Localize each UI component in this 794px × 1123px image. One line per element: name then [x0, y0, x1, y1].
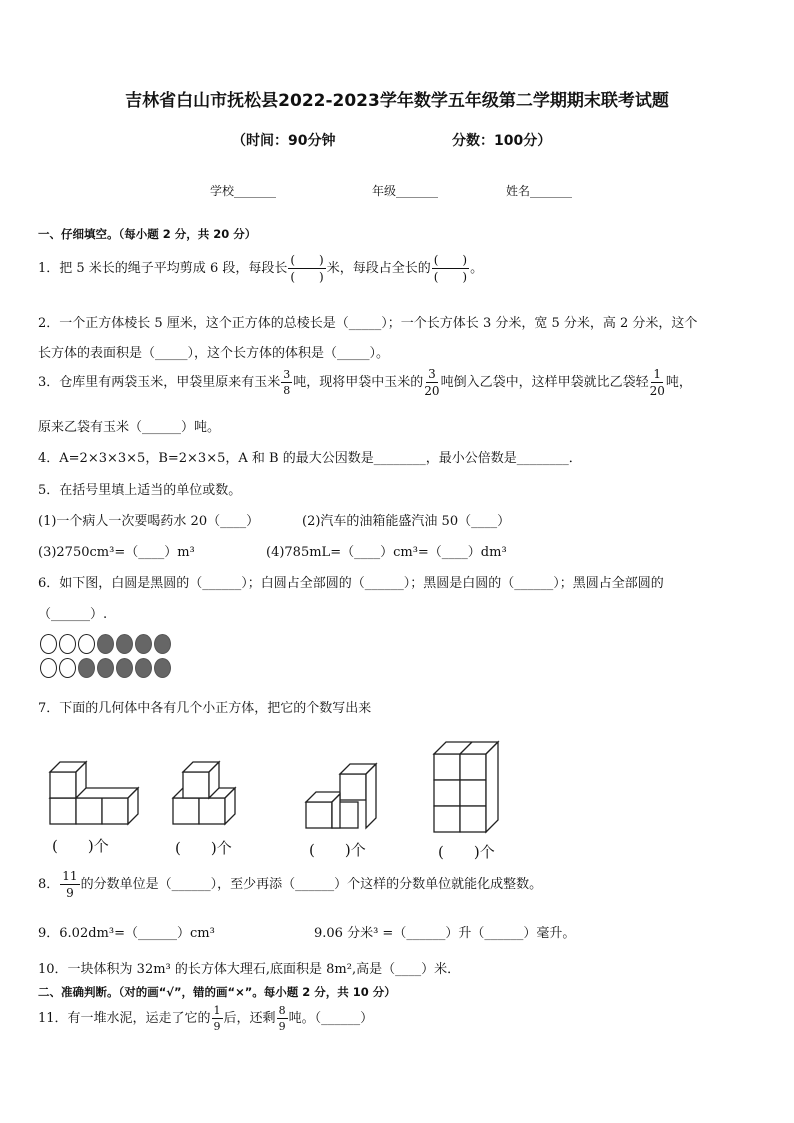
q3-text-c: 吨倒入乙袋中，这样甲袋就比乙袋轻: [440, 375, 649, 390]
page-title: 吉林省白山市抚松县2022-2023学年数学五年级第二学期期末联考试题: [125, 91, 669, 111]
cube-shape-3: [306, 764, 376, 828]
white-circle: [40, 634, 57, 654]
q11-text-c: 吨。（______）: [288, 1011, 374, 1026]
cube-figures: [40, 730, 760, 840]
question-8: [38, 870, 542, 899]
circles-row-2: [40, 658, 173, 682]
section-1-heading: 一、仔细填空。（每小题 2 分，共 20 分）: [38, 227, 257, 241]
q7-answer-3[interactable]: ( )个: [309, 841, 366, 859]
question-2-line-2: 长方体的表面积是（_____），这个长方体的体积是（_____）。: [38, 346, 390, 361]
question-5-part-1: (1)一个病人一次要喝药水 20（____）: [38, 514, 260, 529]
question-11: [38, 1005, 373, 1032]
q1-text-b: 米，每段占全长的: [326, 261, 431, 276]
exam-score: 分数：100分）: [452, 133, 552, 149]
white-circle: [59, 658, 76, 678]
grade-field[interactable]: 年级_______: [372, 184, 439, 198]
school-field[interactable]: 学校_______: [210, 184, 277, 198]
black-circle: [78, 658, 95, 678]
black-circle: [135, 634, 152, 654]
q7-answer-1[interactable]: ( )个: [52, 837, 109, 855]
q11-fraction-1: $\frac{1}{9}$: [213, 1004, 221, 1033]
white-circle: [78, 634, 95, 654]
black-circle: [97, 634, 114, 654]
black-circle: [154, 634, 171, 654]
q1-text-a: 1．把 5 米长的绳子平均剪成 6 段，每段长: [38, 261, 288, 276]
q3-fraction-2: $\frac{3}{20}$: [424, 367, 440, 398]
q11-text-a: 11．有一堆水泥，运走了它的: [38, 1011, 211, 1026]
question-4: 4．A=2×3×3×5，B=2×3×5，A 和 B 的最大公因数是________，最小公倍数是________．: [38, 451, 582, 466]
q3-text-a: 3．仓库里有两袋玉米，甲袋里原来有玉米: [38, 375, 281, 390]
question-3: [38, 368, 692, 397]
q3-fraction-1: $\frac{3}{8}$: [283, 368, 291, 397]
question-6-line-1: 6．如下图，白圆是黑圆的（______）；白圆占全部圆的（______）；黑圆是白圆的（______）；黑圆占全部圆的: [38, 576, 664, 591]
question-5-part-2: (2)汽车的油箱能盛汽油 50（____）: [302, 514, 511, 529]
q3-text-d: 吨，: [665, 375, 692, 390]
section-2-heading: 二、准确判断。（对的画“√”，错的画“×”。每小题 2 分，共 10 分）: [38, 985, 396, 999]
question-1: [38, 254, 483, 283]
q8-text: 的分数单位是（______），至少再添（______）个这样的分数单位就能化成整数。: [80, 877, 543, 892]
q7-answer-2[interactable]: ( )个: [175, 839, 232, 857]
question-6-line-2: （______）.: [38, 607, 108, 622]
question-7-title: 7．下面的几何体中各有几个小正方体，把它的个数写出来: [38, 701, 372, 716]
q8-fraction: $\frac{11}{9}$: [62, 869, 78, 900]
cube-shape-4: [434, 742, 498, 832]
circles-row-1: [40, 634, 173, 658]
question-9-part-b: 9.06 分米³ =（______）升（______）毫升。: [314, 926, 576, 941]
q8-prefix: 8．: [38, 877, 60, 892]
q3-text-b: 吨，现将甲袋中玉米的: [293, 375, 424, 390]
black-circle: [154, 658, 171, 678]
question-5-part-3: (3)2750cm³=（____）m³: [38, 545, 195, 560]
q11-text-b: 后，还剩: [223, 1011, 276, 1026]
exam-time: （时间：90分钟: [232, 133, 336, 149]
white-circle: [40, 658, 57, 678]
question-10: 10．一块体积为 32m³ 的长方体大理石,底面积是 8m²,高是（____）米．: [38, 962, 461, 977]
name-field[interactable]: 姓名_______: [506, 184, 573, 198]
black-circle: [116, 658, 133, 678]
black-circle: [97, 658, 114, 678]
q1-fraction-1[interactable]: $\frac{( )}{( )}$: [290, 253, 324, 284]
cube-shape-1: [50, 762, 138, 824]
question-5-part-4: (4)785mL=（____）cm³=（____）dm³: [266, 545, 507, 560]
black-circle: [135, 658, 152, 678]
black-circle: [116, 634, 133, 654]
question-2-line-1: 2．一个正方体棱长 5 厘米，这个正方体的总棱长是（_____）；一个长方体长 3 分米，宽 5 分米，高 2 分米，这个: [38, 316, 698, 331]
question-9-part-a: 9．6.02dm³=（______）cm³: [38, 926, 215, 941]
circles-figure: [40, 634, 173, 682]
q7-answer-4[interactable]: ( )个: [438, 843, 495, 861]
question-5-title: 5．在括号里填上适当的单位或数。: [38, 483, 242, 498]
q1-text-c: 。: [470, 261, 484, 276]
cube-shape-2: [173, 762, 235, 824]
white-circle: [59, 634, 76, 654]
question-3-line-2: 原来乙袋有玉米（______）吨。: [38, 420, 221, 435]
q3-fraction-3: $\frac{1}{20}$: [649, 367, 665, 398]
q11-fraction-2: $\frac{8}{9}$: [278, 1004, 286, 1033]
q1-fraction-2[interactable]: $\frac{( )}{( )}$: [433, 253, 468, 284]
